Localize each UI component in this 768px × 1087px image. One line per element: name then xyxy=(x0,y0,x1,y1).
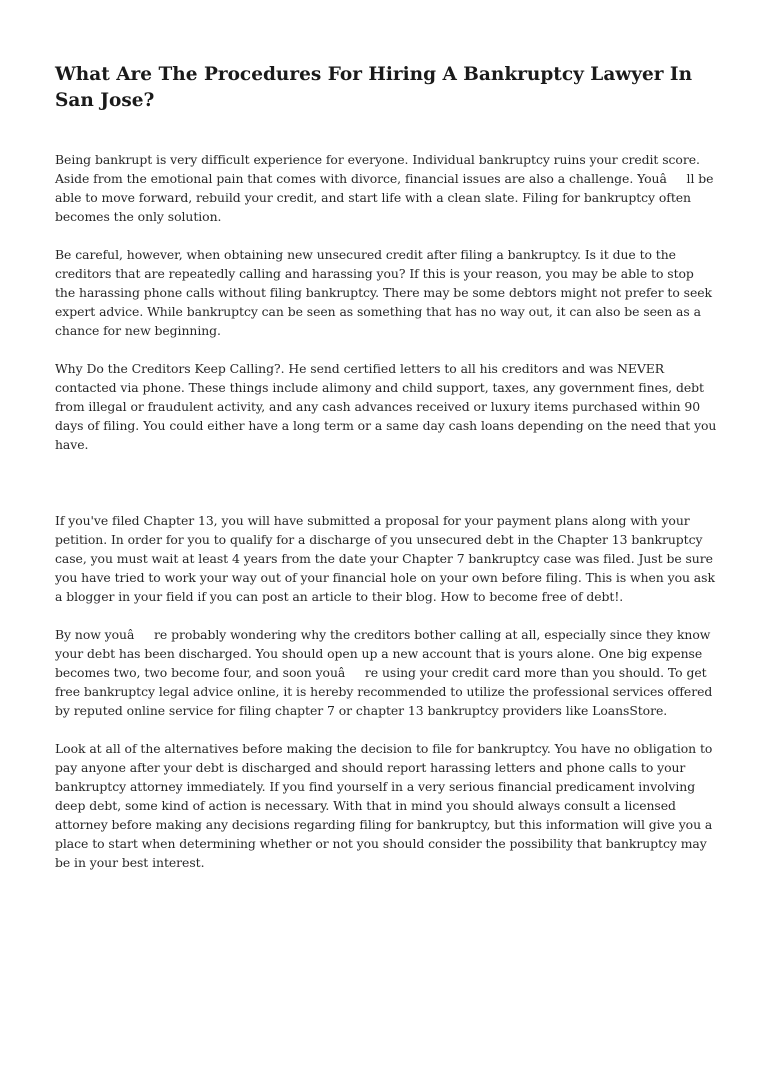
article-body xyxy=(55,62,717,872)
paragraph-5: By now youâre probably wondering why the creditors bother calling at all, especially since they know your debt has been discharged. You should open up a new account that is yours alone. One big expense becomes two, two become four, and soon youâre using your credit card more than you should. To get free bankruptcy legal advice online, it is hereby recommended to utilize the professional services offered by reputed online service for filing chapter 7 or chapter 13 bankruptcy providers like LoansStore. xyxy=(55,627,713,718)
paragraph-3: Why Do the Creditors Keep Calling?. He send certified letters to all his creditors and was NEVER contacted via phone. These things include alimony and child support, taxes, any government fines, debt from illegal or fraudulent activity, and any cash advances received or luxury items purchased within 90 days of filing. You could either have a long term or a same day cash loans depending on the need that you have. xyxy=(55,361,717,452)
paragraph-2: Be careful, however, when obtaining new unsecured credit after filing a bankruptcy. Is it due to the creditors that are repeatedly calling and harassing you? If this is your reason, you may be able to stop the harassing phone calls without filing bankruptcy. There may be some debtors might not prefer to seek expert advice. While bankruptcy can be seen as something that has no way out, it can also be seen as a chance for new beginning. xyxy=(55,247,712,338)
paragraph-4: If you've filed Chapter 13, you will have submitted a proposal for your payment plans along with your petition. In order for you to qualify for a discharge of you unsecured debt in the Chapter 13 bankruptcy case, you must wait at least 4 years from the date your Chapter 7 bankruptcy case was filed. Just be sure you have tried to work your way out of your financial hole on your own before filing. This is when you ask a blogger in your field if you can post an article to their blog. How to become free of debt!. xyxy=(55,513,715,604)
paragraph-1: Being bankrupt is very difficult experience for everyone. Individual bankruptcy ruins your credit score. Aside from the emotional pain that comes with divorce, financial issues are also a challenge. Youâll be able to move forward, rebuild your credit, and start life with a clean slate. Filing for bankruptcy often becomes the only solution. xyxy=(55,152,714,224)
paragraph-6: Look at all of the alternatives before making the decision to file for bankruptcy. You have no obligation to pay anyone after your debt is discharged and should report harassing letters and phone calls to your bankruptcy attorney immediately. If you find yourself in a very serious financial predicament involving deep debt, some kind of action is necessary. With that in mind you should always consult a licensed attorney before making any decisions regarding filing for bankruptcy, but this information will give you a place to start when determining whether or not you should consider the possibility that bankruptcy may be in your best interest. xyxy=(55,741,713,870)
page-title: What Are The Procedures For Hiring A Bankruptcy Lawyer In San Jose? xyxy=(55,64,693,111)
